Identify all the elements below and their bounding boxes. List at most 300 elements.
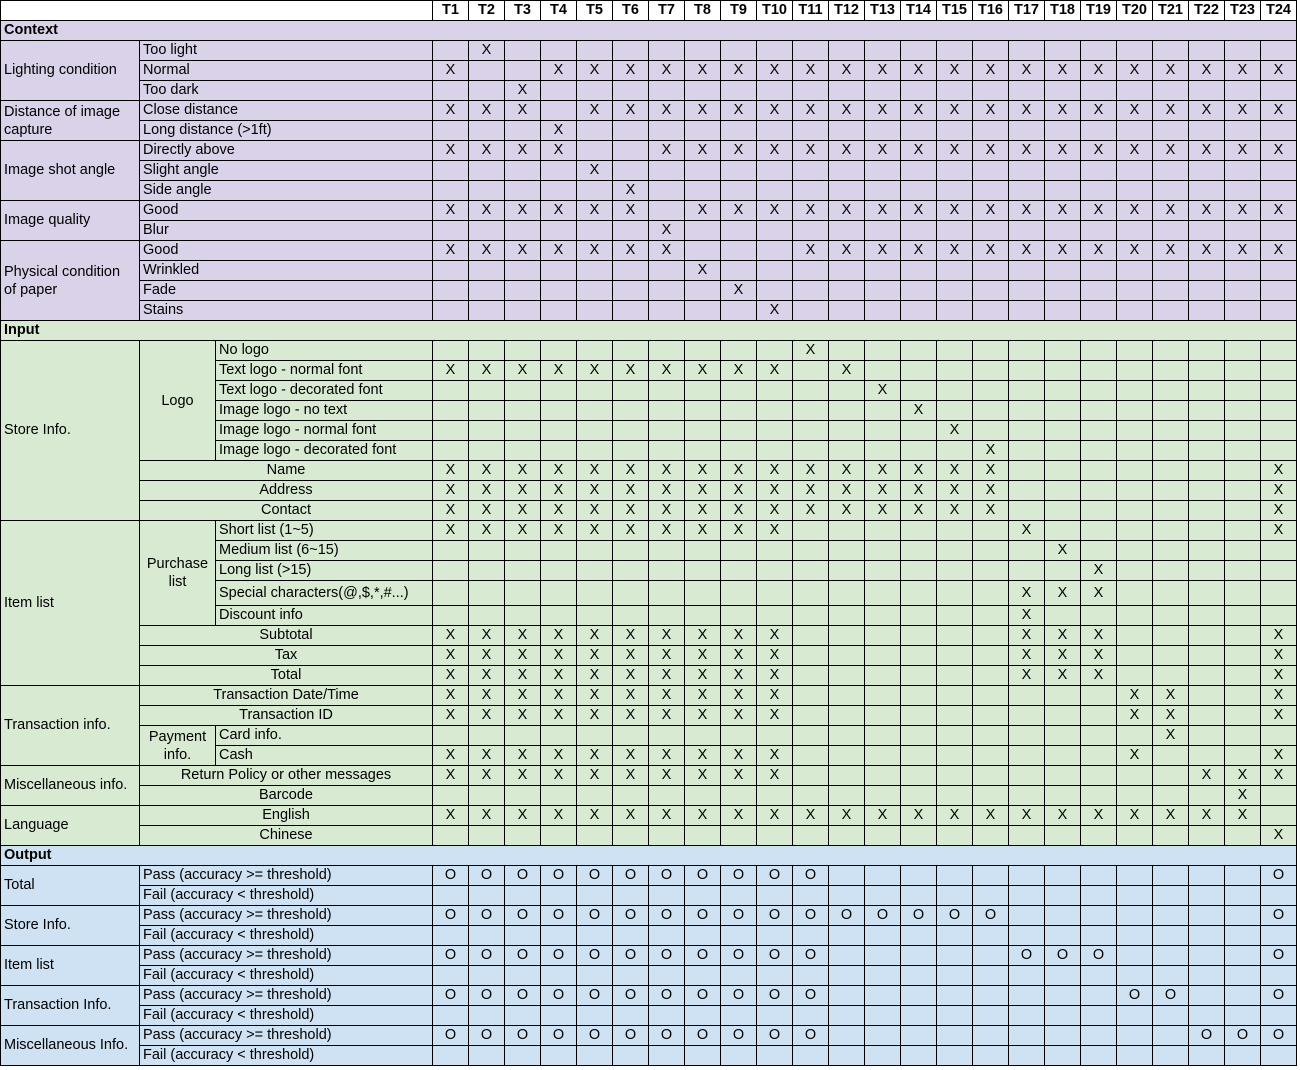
mark-cell: X — [937, 61, 973, 81]
mark-cell — [649, 726, 685, 746]
mark-cell: X — [541, 766, 577, 786]
mark-cell: X — [865, 501, 901, 521]
mark-cell — [793, 401, 829, 421]
mark-cell — [1225, 181, 1261, 201]
mark-cell — [1225, 161, 1261, 181]
mark-cell — [721, 41, 757, 61]
table-row — [1, 261, 1297, 281]
group-label: Total — [1, 866, 140, 906]
mark-cell — [973, 261, 1009, 281]
mark-cell — [1189, 381, 1225, 401]
mark-cell — [1081, 966, 1117, 986]
mark-cell — [1081, 421, 1117, 441]
mark-cell — [1117, 361, 1153, 381]
mark-cell: X — [1261, 826, 1297, 846]
mark-cell: X — [793, 201, 829, 221]
mark-cell — [1189, 746, 1225, 766]
mark-cell: X — [1081, 141, 1117, 161]
row-label: Pass (accuracy >= threshold) — [140, 866, 433, 886]
mark-cell — [613, 926, 649, 946]
mark-cell — [829, 161, 865, 181]
mark-cell — [901, 1046, 937, 1066]
mark-cell: X — [541, 61, 577, 81]
mark-cell — [1117, 866, 1153, 886]
mark-cell — [1117, 826, 1153, 846]
table-row — [1, 1006, 1297, 1026]
mark-cell — [721, 726, 757, 746]
mark-cell — [937, 866, 973, 886]
mark-cell — [433, 41, 469, 61]
mark-cell — [901, 121, 937, 141]
mark-cell — [505, 786, 541, 806]
mark-cell — [901, 541, 937, 561]
mark-cell — [685, 341, 721, 361]
mark-cell — [541, 41, 577, 61]
mark-cell — [865, 766, 901, 786]
mark-cell: X — [541, 706, 577, 726]
mark-cell: X — [505, 666, 541, 686]
mark-cell: O — [505, 946, 541, 966]
mark-cell — [469, 606, 505, 626]
mark-cell — [1225, 1006, 1261, 1026]
test-column-header: T4 — [541, 1, 577, 21]
mark-cell: X — [1045, 581, 1081, 606]
mark-cell — [865, 726, 901, 746]
mark-cell — [1153, 281, 1189, 301]
mark-cell: X — [793, 481, 829, 501]
mark-cell: O — [433, 906, 469, 926]
mark-cell — [541, 221, 577, 241]
group-label: Image shot angle — [1, 141, 140, 201]
mark-cell — [1117, 1026, 1153, 1046]
mark-cell: X — [541, 646, 577, 666]
mark-cell: O — [685, 946, 721, 966]
mark-cell — [1225, 341, 1261, 361]
row-label: English — [140, 806, 433, 826]
mark-cell — [433, 606, 469, 626]
mark-cell: X — [973, 441, 1009, 461]
mark-cell — [757, 241, 793, 261]
mark-cell — [1045, 41, 1081, 61]
mark-cell — [1009, 501, 1045, 521]
mark-cell: X — [1225, 61, 1261, 81]
mark-cell: X — [1261, 201, 1297, 221]
mark-cell — [1045, 986, 1081, 1006]
mark-cell — [1045, 966, 1081, 986]
mark-cell: X — [1045, 626, 1081, 646]
mark-cell — [1117, 281, 1153, 301]
mark-cell — [1153, 221, 1189, 241]
mark-cell — [1009, 261, 1045, 281]
section-title: Output — [1, 846, 1297, 866]
mark-cell — [793, 726, 829, 746]
mark-cell: O — [757, 906, 793, 926]
mark-cell: X — [721, 101, 757, 121]
mark-cell — [1189, 461, 1225, 481]
mark-cell — [1153, 161, 1189, 181]
mark-cell — [1081, 121, 1117, 141]
mark-cell: X — [721, 281, 757, 301]
mark-cell: X — [721, 61, 757, 81]
mark-cell — [793, 421, 829, 441]
mark-cell: X — [829, 806, 865, 826]
mark-cell: X — [721, 521, 757, 541]
mark-cell — [829, 666, 865, 686]
mark-cell: X — [577, 501, 613, 521]
mark-cell: X — [829, 101, 865, 121]
mark-cell — [793, 381, 829, 401]
mark-cell: X — [541, 121, 577, 141]
mark-cell — [649, 301, 685, 321]
mark-cell: X — [613, 746, 649, 766]
mark-cell — [433, 581, 469, 606]
mark-cell — [1117, 381, 1153, 401]
mark-cell — [1225, 726, 1261, 746]
mark-cell: X — [649, 361, 685, 381]
table-row — [1, 141, 1297, 161]
mark-cell — [865, 966, 901, 986]
mark-cell — [793, 161, 829, 181]
mark-cell — [469, 786, 505, 806]
mark-cell: O — [721, 1026, 757, 1046]
mark-cell: X — [1045, 646, 1081, 666]
mark-cell — [1009, 401, 1045, 421]
row-label: Address — [140, 481, 433, 501]
mark-cell — [1045, 766, 1081, 786]
mark-cell — [433, 301, 469, 321]
mark-cell — [757, 926, 793, 946]
table-row — [1, 906, 1297, 926]
table-row — [1, 706, 1297, 726]
table-row — [1, 866, 1297, 886]
mark-cell — [1009, 541, 1045, 561]
mark-cell — [937, 746, 973, 766]
mark-cell — [1225, 1046, 1261, 1066]
row-label: Barcode — [140, 786, 433, 806]
mark-cell: X — [721, 686, 757, 706]
mark-cell — [613, 301, 649, 321]
mark-cell — [649, 561, 685, 581]
mark-cell — [721, 606, 757, 626]
mark-cell: X — [901, 201, 937, 221]
mark-cell — [1081, 986, 1117, 1006]
mark-cell — [541, 441, 577, 461]
mark-cell — [721, 1006, 757, 1026]
mark-cell: X — [433, 666, 469, 686]
mark-cell: X — [721, 461, 757, 481]
mark-cell: X — [541, 686, 577, 706]
mark-cell — [793, 686, 829, 706]
mark-cell — [613, 966, 649, 986]
mark-cell — [901, 986, 937, 1006]
mark-cell — [1009, 966, 1045, 986]
test-column-header: T7 — [649, 1, 685, 21]
mark-cell — [541, 726, 577, 746]
row-label: Return Policy or other messages — [140, 766, 433, 786]
mark-cell — [1081, 686, 1117, 706]
mark-cell — [505, 121, 541, 141]
mark-cell: X — [649, 481, 685, 501]
mark-cell — [1117, 666, 1153, 686]
mark-cell: X — [577, 461, 613, 481]
mark-cell: X — [793, 461, 829, 481]
mark-cell: O — [541, 866, 577, 886]
row-label: No logo — [216, 341, 433, 361]
mark-cell — [1189, 181, 1225, 201]
mark-cell — [649, 1006, 685, 1026]
mark-cell — [1153, 746, 1189, 766]
mark-cell: X — [577, 626, 613, 646]
mark-cell — [1009, 561, 1045, 581]
mark-cell — [1081, 766, 1117, 786]
mark-cell — [541, 81, 577, 101]
mark-cell: X — [505, 626, 541, 646]
subgroup-label: Purchase list — [140, 521, 216, 626]
mark-cell — [793, 261, 829, 281]
mark-cell — [1261, 181, 1297, 201]
mark-cell — [1045, 886, 1081, 906]
mark-cell: X — [649, 806, 685, 826]
mark-cell: X — [865, 241, 901, 261]
mark-cell — [1225, 401, 1261, 421]
mark-cell: X — [901, 101, 937, 121]
mark-cell — [865, 181, 901, 201]
mark-cell: X — [505, 101, 541, 121]
mark-cell: O — [649, 946, 685, 966]
mark-cell: X — [469, 746, 505, 766]
mark-cell — [1261, 441, 1297, 461]
mark-cell: X — [577, 686, 613, 706]
mark-cell — [937, 561, 973, 581]
mark-cell — [1261, 341, 1297, 361]
mark-cell: X — [433, 746, 469, 766]
mark-cell: X — [505, 461, 541, 481]
mark-cell — [865, 301, 901, 321]
mark-cell — [721, 541, 757, 561]
row-label: Discount info — [216, 606, 433, 626]
mark-cell — [1189, 401, 1225, 421]
mark-cell — [685, 786, 721, 806]
mark-cell — [829, 41, 865, 61]
mark-cell — [973, 81, 1009, 101]
mark-cell: X — [685, 521, 721, 541]
mark-cell — [793, 966, 829, 986]
mark-cell — [505, 381, 541, 401]
mark-cell — [1225, 561, 1261, 581]
mark-cell — [829, 966, 865, 986]
mark-cell — [865, 421, 901, 441]
mark-cell — [973, 606, 1009, 626]
mark-cell — [1045, 786, 1081, 806]
mark-cell — [649, 606, 685, 626]
test-column-header: T16 — [973, 1, 1009, 21]
mark-cell — [973, 301, 1009, 321]
mark-cell — [1189, 726, 1225, 746]
mark-cell — [649, 121, 685, 141]
table-row — [1, 81, 1297, 101]
mark-cell — [1225, 381, 1261, 401]
mark-cell: X — [469, 501, 505, 521]
mark-cell — [1153, 261, 1189, 281]
mark-cell — [577, 181, 613, 201]
table-row — [1, 281, 1297, 301]
mark-cell — [757, 221, 793, 241]
mark-cell — [937, 581, 973, 606]
row-label: Pass (accuracy >= threshold) — [140, 986, 433, 1006]
mark-cell — [505, 606, 541, 626]
mark-cell: O — [577, 906, 613, 926]
mark-cell — [757, 41, 793, 61]
mark-cell — [1153, 181, 1189, 201]
mark-cell — [1189, 81, 1225, 101]
mark-cell — [937, 1046, 973, 1066]
mark-cell: X — [613, 646, 649, 666]
row-label: Chinese — [140, 826, 433, 846]
mark-cell — [649, 201, 685, 221]
mark-cell — [1045, 501, 1081, 521]
mark-cell — [829, 706, 865, 726]
mark-cell: X — [973, 241, 1009, 261]
mark-cell — [973, 381, 1009, 401]
mark-cell — [469, 281, 505, 301]
mark-cell — [1225, 646, 1261, 666]
mark-cell: X — [1189, 241, 1225, 261]
table-row — [1, 966, 1297, 986]
mark-cell — [937, 986, 973, 1006]
mark-cell: X — [1189, 201, 1225, 221]
mark-cell — [1225, 746, 1261, 766]
test-column-header: T9 — [721, 1, 757, 21]
mark-cell: X — [1153, 201, 1189, 221]
mark-cell — [685, 886, 721, 906]
mark-cell — [829, 221, 865, 241]
mark-cell — [541, 606, 577, 626]
mark-cell: X — [757, 481, 793, 501]
mark-cell: X — [577, 241, 613, 261]
mark-cell — [1045, 461, 1081, 481]
test-column-header: T14 — [901, 1, 937, 21]
mark-cell — [505, 161, 541, 181]
mark-cell — [505, 1006, 541, 1026]
mark-cell: X — [577, 61, 613, 81]
mark-cell — [1225, 986, 1261, 1006]
mark-cell — [973, 421, 1009, 441]
mark-cell — [973, 1046, 1009, 1066]
mark-cell — [757, 161, 793, 181]
mark-cell: X — [937, 141, 973, 161]
mark-cell — [1045, 1006, 1081, 1026]
mark-cell: X — [1009, 101, 1045, 121]
mark-cell — [1117, 441, 1153, 461]
mark-cell — [541, 826, 577, 846]
mark-cell: X — [721, 201, 757, 221]
mark-cell — [793, 221, 829, 241]
mark-cell: O — [649, 866, 685, 886]
mark-cell — [1009, 826, 1045, 846]
mark-cell — [973, 966, 1009, 986]
group-label: Transaction info. — [1, 686, 140, 766]
mark-cell — [577, 826, 613, 846]
mark-cell: X — [1081, 646, 1117, 666]
mark-cell: O — [469, 866, 505, 886]
mark-cell — [829, 121, 865, 141]
mark-cell: O — [1225, 1026, 1261, 1046]
mark-cell: X — [937, 481, 973, 501]
mark-cell — [721, 886, 757, 906]
mark-cell — [505, 886, 541, 906]
mark-cell: O — [757, 986, 793, 1006]
mark-cell: X — [937, 461, 973, 481]
mark-cell: X — [1189, 806, 1225, 826]
mark-cell: X — [1261, 481, 1297, 501]
mark-cell: O — [469, 946, 505, 966]
mark-cell — [829, 561, 865, 581]
mark-cell — [829, 986, 865, 1006]
table-row — [1, 481, 1297, 501]
mark-cell — [793, 561, 829, 581]
mark-cell — [865, 81, 901, 101]
mark-cell: X — [685, 141, 721, 161]
mark-cell: X — [505, 201, 541, 221]
test-column-header: T1 — [433, 1, 469, 21]
mark-cell: X — [613, 461, 649, 481]
mark-cell: X — [865, 61, 901, 81]
mark-cell — [937, 521, 973, 541]
mark-cell: X — [1153, 686, 1189, 706]
mark-cell — [901, 606, 937, 626]
mark-cell — [793, 581, 829, 606]
mark-cell: X — [505, 686, 541, 706]
mark-cell — [505, 826, 541, 846]
test-column-header: T19 — [1081, 1, 1117, 21]
row-label: Good — [140, 201, 433, 221]
mark-cell — [757, 281, 793, 301]
table-row — [1, 221, 1297, 241]
mark-cell — [793, 766, 829, 786]
row-label: Directly above — [140, 141, 433, 161]
mark-cell: X — [1081, 201, 1117, 221]
mark-cell — [613, 261, 649, 281]
mark-cell — [1261, 361, 1297, 381]
mark-cell — [721, 926, 757, 946]
mark-cell: X — [1117, 201, 1153, 221]
mark-cell — [1261, 966, 1297, 986]
row-label: Cash — [216, 746, 433, 766]
test-column-header: T12 — [829, 1, 865, 21]
mark-cell — [757, 1046, 793, 1066]
mark-cell — [1225, 866, 1261, 886]
mark-cell — [469, 1046, 505, 1066]
mark-cell — [721, 421, 757, 441]
mark-cell — [613, 401, 649, 421]
mark-cell: O — [901, 906, 937, 926]
mark-cell — [1153, 81, 1189, 101]
mark-cell: X — [541, 666, 577, 686]
mark-cell — [649, 1046, 685, 1066]
mark-cell: X — [577, 161, 613, 181]
mark-cell — [1189, 261, 1225, 281]
mark-cell — [1009, 441, 1045, 461]
mark-cell — [469, 886, 505, 906]
mark-cell — [613, 341, 649, 361]
table-row — [1, 1026, 1297, 1046]
mark-cell — [721, 581, 757, 606]
mark-cell: X — [1153, 141, 1189, 161]
row-label: Too dark — [140, 81, 433, 101]
mark-cell: O — [757, 946, 793, 966]
mark-cell — [721, 301, 757, 321]
mark-cell — [937, 966, 973, 986]
